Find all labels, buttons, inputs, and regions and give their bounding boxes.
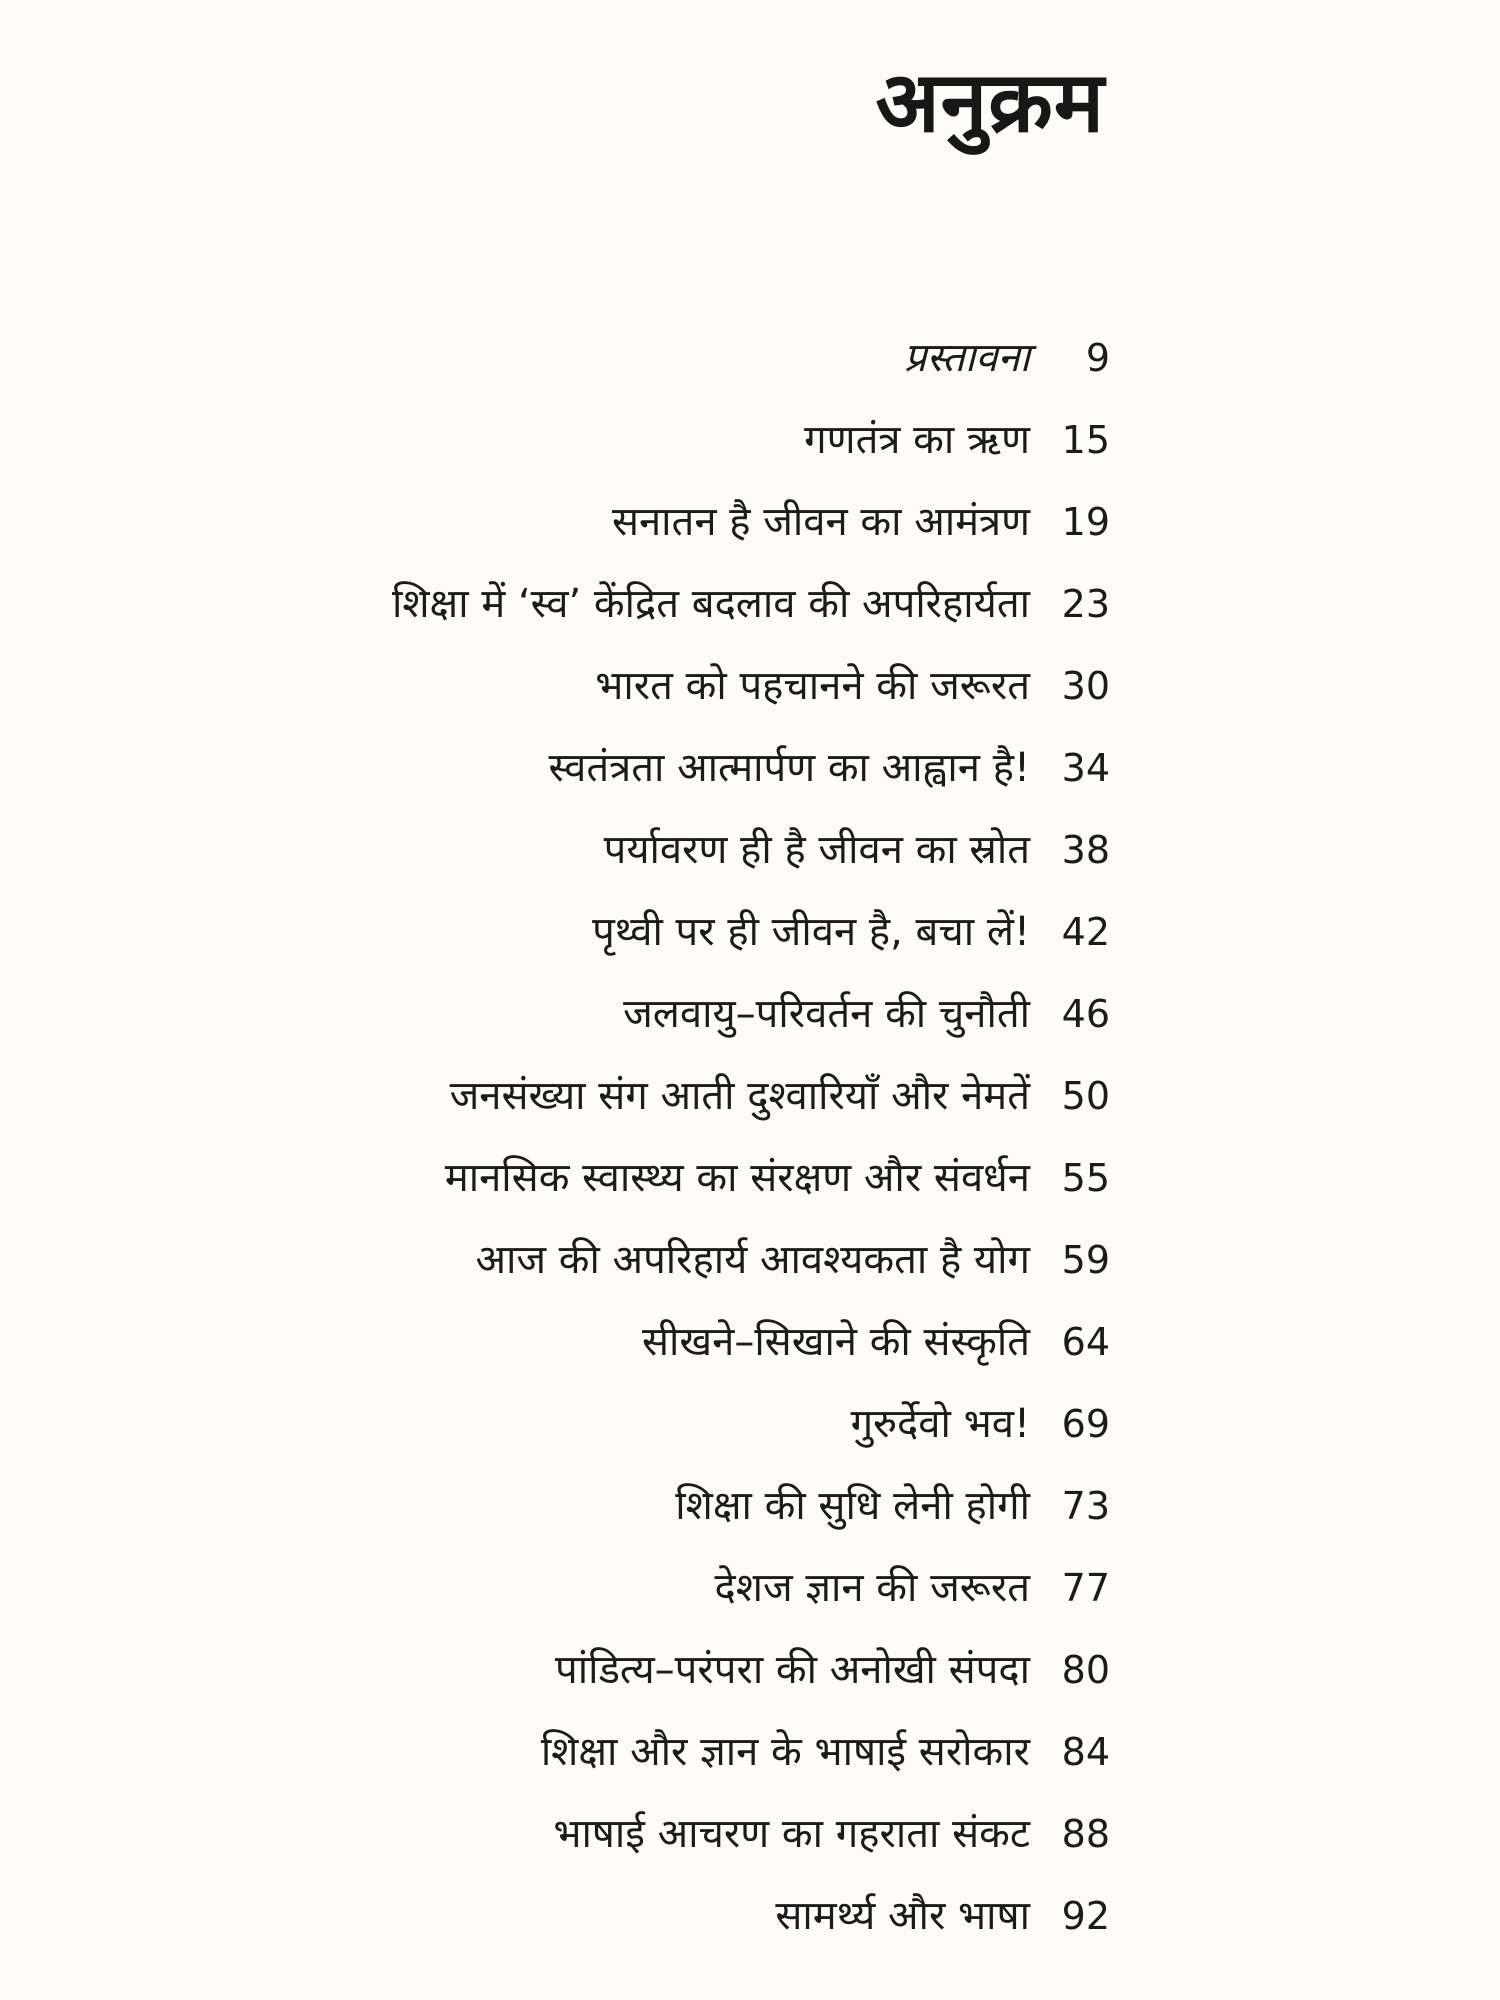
toc-entry — [0, 318, 1500, 400]
toc-entry-title: शिक्षा और ज्ञान के भाषाई सरोकार — [540, 1729, 1030, 1775]
toc-entry-title: गुरुर्देवो भव! — [850, 1401, 1030, 1447]
table-of-contents — [0, 318, 1500, 1958]
toc-entry-page: 30 — [1061, 664, 1110, 708]
toc-entry — [0, 1384, 1500, 1466]
toc-entry-page: 19 — [1061, 500, 1110, 544]
toc-entry — [0, 1794, 1500, 1876]
toc-entry — [0, 1712, 1500, 1794]
toc-entry — [0, 564, 1500, 646]
toc-entry-page: 34 — [1061, 746, 1110, 790]
toc-entry-page: 46 — [1061, 992, 1110, 1036]
toc-entry — [0, 1548, 1500, 1630]
toc-entry-page: 88 — [1061, 1812, 1110, 1856]
toc-entry — [0, 1630, 1500, 1712]
toc-entry — [0, 1302, 1500, 1384]
toc-entry — [0, 646, 1500, 728]
toc-entry — [0, 482, 1500, 564]
toc-entry — [0, 1056, 1500, 1138]
toc-entry-title: देशज ज्ञान की जरूरत — [714, 1565, 1030, 1611]
toc-entry-title: पर्यावरण ही है जीवन का स्रोत — [603, 827, 1030, 873]
toc-entry — [0, 728, 1500, 810]
toc-entry-page: 84 — [1061, 1730, 1110, 1774]
toc-entry-page: 77 — [1061, 1566, 1110, 1610]
toc-entry-page: 38 — [1061, 828, 1110, 872]
toc-entry-title: पांडित्य–परंपरा की अनोखी संपदा — [555, 1647, 1030, 1693]
toc-entry-title: शिक्षा की सुधि लेनी होगी — [675, 1483, 1030, 1529]
toc-entry-page: 59 — [1061, 1238, 1110, 1282]
toc-entry-page: 92 — [1061, 1894, 1110, 1938]
toc-entry-page: 50 — [1061, 1074, 1110, 1118]
toc-entry-page: 55 — [1061, 1156, 1110, 1200]
toc-entry — [0, 892, 1500, 974]
toc-entry — [0, 1466, 1500, 1548]
toc-entry-title: पृथ्वी पर ही जीवन है, बचा लें! — [592, 909, 1030, 955]
toc-entry — [0, 810, 1500, 892]
toc-entry-page: 15 — [1061, 418, 1110, 462]
toc-entry-title: गणतंत्र का ऋण — [804, 417, 1030, 463]
toc-entry-title: मानसिक स्वास्थ्य का संरक्षण और संवर्धन — [444, 1155, 1030, 1201]
toc-entry-title: भारत को पहचानने की जरूरत — [595, 663, 1030, 709]
toc-entry-title: सीखने–सिखाने की संस्कृति — [642, 1319, 1030, 1365]
toc-entry — [0, 974, 1500, 1056]
toc-entry — [0, 1876, 1500, 1958]
toc-entry-page: 42 — [1061, 910, 1110, 954]
toc-entry-page: 73 — [1061, 1484, 1110, 1528]
toc-entry-title: सामर्थ्य और भाषा — [775, 1893, 1030, 1939]
toc-entry-page: 23 — [1061, 582, 1110, 626]
toc-entry-page: 64 — [1061, 1320, 1110, 1364]
page-title: अनुक्रम — [875, 53, 1105, 151]
toc-entry-title: जलवायु–परिवर्तन की चुनौती — [623, 991, 1030, 1037]
toc-entry-title: शिक्षा में ‘स्व’ केंद्रित बदलाव की अपरिहार्यता — [392, 581, 1030, 627]
toc-entry-title: जनसंख्या संग आती दुश्वारियाँ और नेमतें — [449, 1073, 1030, 1119]
toc-entry — [0, 1220, 1500, 1302]
toc-entry-page: 9 — [1085, 336, 1110, 380]
toc-entry — [0, 400, 1500, 482]
toc-entry-title: भाषाई आचरण का गहराता संकट — [553, 1811, 1030, 1857]
toc-entry-title: प्रस्तावना — [903, 335, 1030, 381]
toc-entry — [0, 1138, 1500, 1220]
toc-entry-page: 80 — [1061, 1648, 1110, 1692]
toc-entry-title: आज की अपरिहार्य आवश्यकता है योग — [475, 1237, 1030, 1283]
toc-entry-title: स्वतंत्रता आत्मार्पण का आह्वान है! — [548, 745, 1030, 791]
toc-entry-page: 69 — [1061, 1402, 1110, 1446]
toc-entry-title: सनातन है जीवन का आमंत्रण — [611, 499, 1030, 545]
